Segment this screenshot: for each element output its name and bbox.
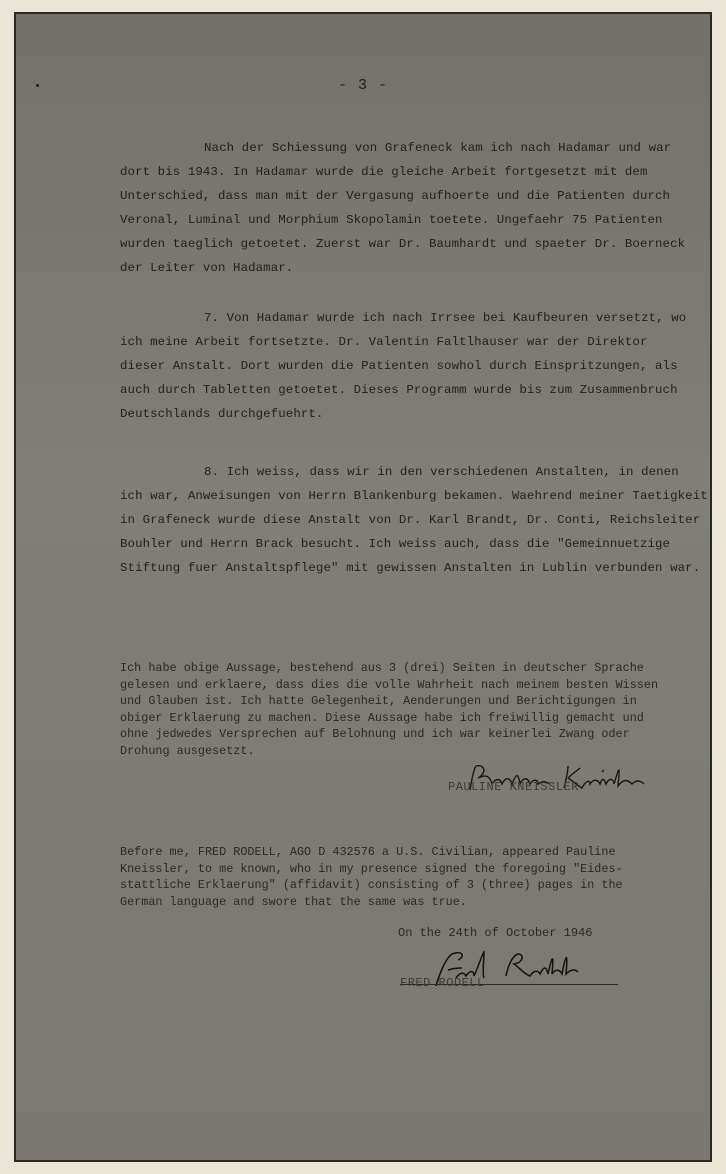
text-line: ich war, Anweisungen von Herrn Blankenburg bekamen. Waehrend meiner Taetigkeit	[120, 489, 708, 503]
text-line: 8. Ich weiss, dass wir in den verschiedenen Anstalten, in denen	[204, 465, 679, 479]
declaration-line: Ich habe obige Aussage, bestehend aus 3 (drei) Seiten in deutscher Sprache	[120, 661, 644, 675]
document-page	[14, 12, 712, 1162]
text-line: auch durch Tabletten getoetet. Dieses Programm wurde bis zum Zusammenbruch	[120, 383, 678, 397]
declaration-line: ohne jedwedes Versprechen auf Belohnung und ich war keinerlei Zwang oder	[120, 727, 630, 742]
declaration-statement	[120, 660, 710, 760]
text-line: ich meine Arbeit fortsetzte. Dr. Valentin Faltlhauser war der Direktor	[120, 335, 648, 349]
paragraph-irrsee	[120, 306, 710, 426]
declaration-line: und Glauben ist. Ich hatte Gelegenheit, Aenderungen und Berichtigungen in	[120, 694, 637, 709]
paragraph-grafeneck	[120, 460, 710, 580]
text-line: Deutschlands durchgefuehrt.	[120, 407, 324, 421]
text-line: Stiftung fuer Anstaltspflege" mit gewissen Anstalten in Lublin verbunden war.	[120, 561, 701, 575]
text-line: Bouhler und Herrn Brack besucht. Ich weiss auch, dass die "Gemeinnuetzige	[120, 537, 671, 551]
certification-line: Kneissler, to me known, who in my presence signed the foregoing "Eides-	[120, 861, 623, 876]
typed-name-rodell: FRED RODELL	[400, 976, 485, 990]
certification-line: Before me, FRED RODELL, AGO D 432576 a U.S. Civilian, appeared Pauline	[120, 845, 616, 859]
text-line: in Grafeneck wurde diese Anstalt von Dr. Karl Brandt, Dr. Conti, Reichsleiter	[120, 513, 701, 527]
certification-line: stattliche Erklaerung" (affidavit) consisting of 3 (three) pages in the	[120, 878, 623, 893]
text-line: der Leiter von Hadamar.	[120, 261, 294, 275]
declaration-line: gelesen und erklaere, dass dies die volle Wahrheit nach meinem besten Wissen	[120, 677, 659, 692]
text-line: Veronal, Luminal und Morphium Skopolamin toetete. Ungefaehr 75 Patienten	[120, 213, 663, 227]
certification-statement	[120, 844, 710, 910]
typed-name-kreissler: PAULINE KNEISSLER	[448, 780, 579, 794]
text-line: wurden taeglich getoetet. Zuerst war Dr. Baumhardt und spaeter Dr. Boerneck	[120, 237, 686, 251]
declaration-line: Drohung ausgesetzt.	[120, 743, 255, 758]
paragraph-hadamar	[120, 136, 710, 280]
certification-line: German language and swore that the same was true.	[120, 894, 467, 909]
text-line: Nach der Schiessung von Grafeneck kam ich nach Hadamar und war	[204, 141, 672, 155]
text-line: 7. Von Hadamar wurde ich nach Irrsee bei Kaufbeuren versetzt, wo	[204, 311, 687, 325]
date-line: On the 24th of October 1946	[398, 926, 593, 940]
text-line: dort bis 1943. In Hadamar wurde die gleiche Arbeit fortgesetzt mit dem	[120, 165, 648, 179]
text-line: dieser Anstalt. Dort wurden die Patienten sowhol durch Einspritzungen, als	[120, 359, 678, 373]
text-line: Unterschied, dass man mit der Vergasung aufhoerte und die Patienten durch	[120, 189, 671, 203]
declaration-line: obiger Erklaerung zu machen. Diese Aussage habe ich freiwillig gemacht und	[120, 710, 644, 725]
page-number: - 3 -	[337, 77, 388, 94]
